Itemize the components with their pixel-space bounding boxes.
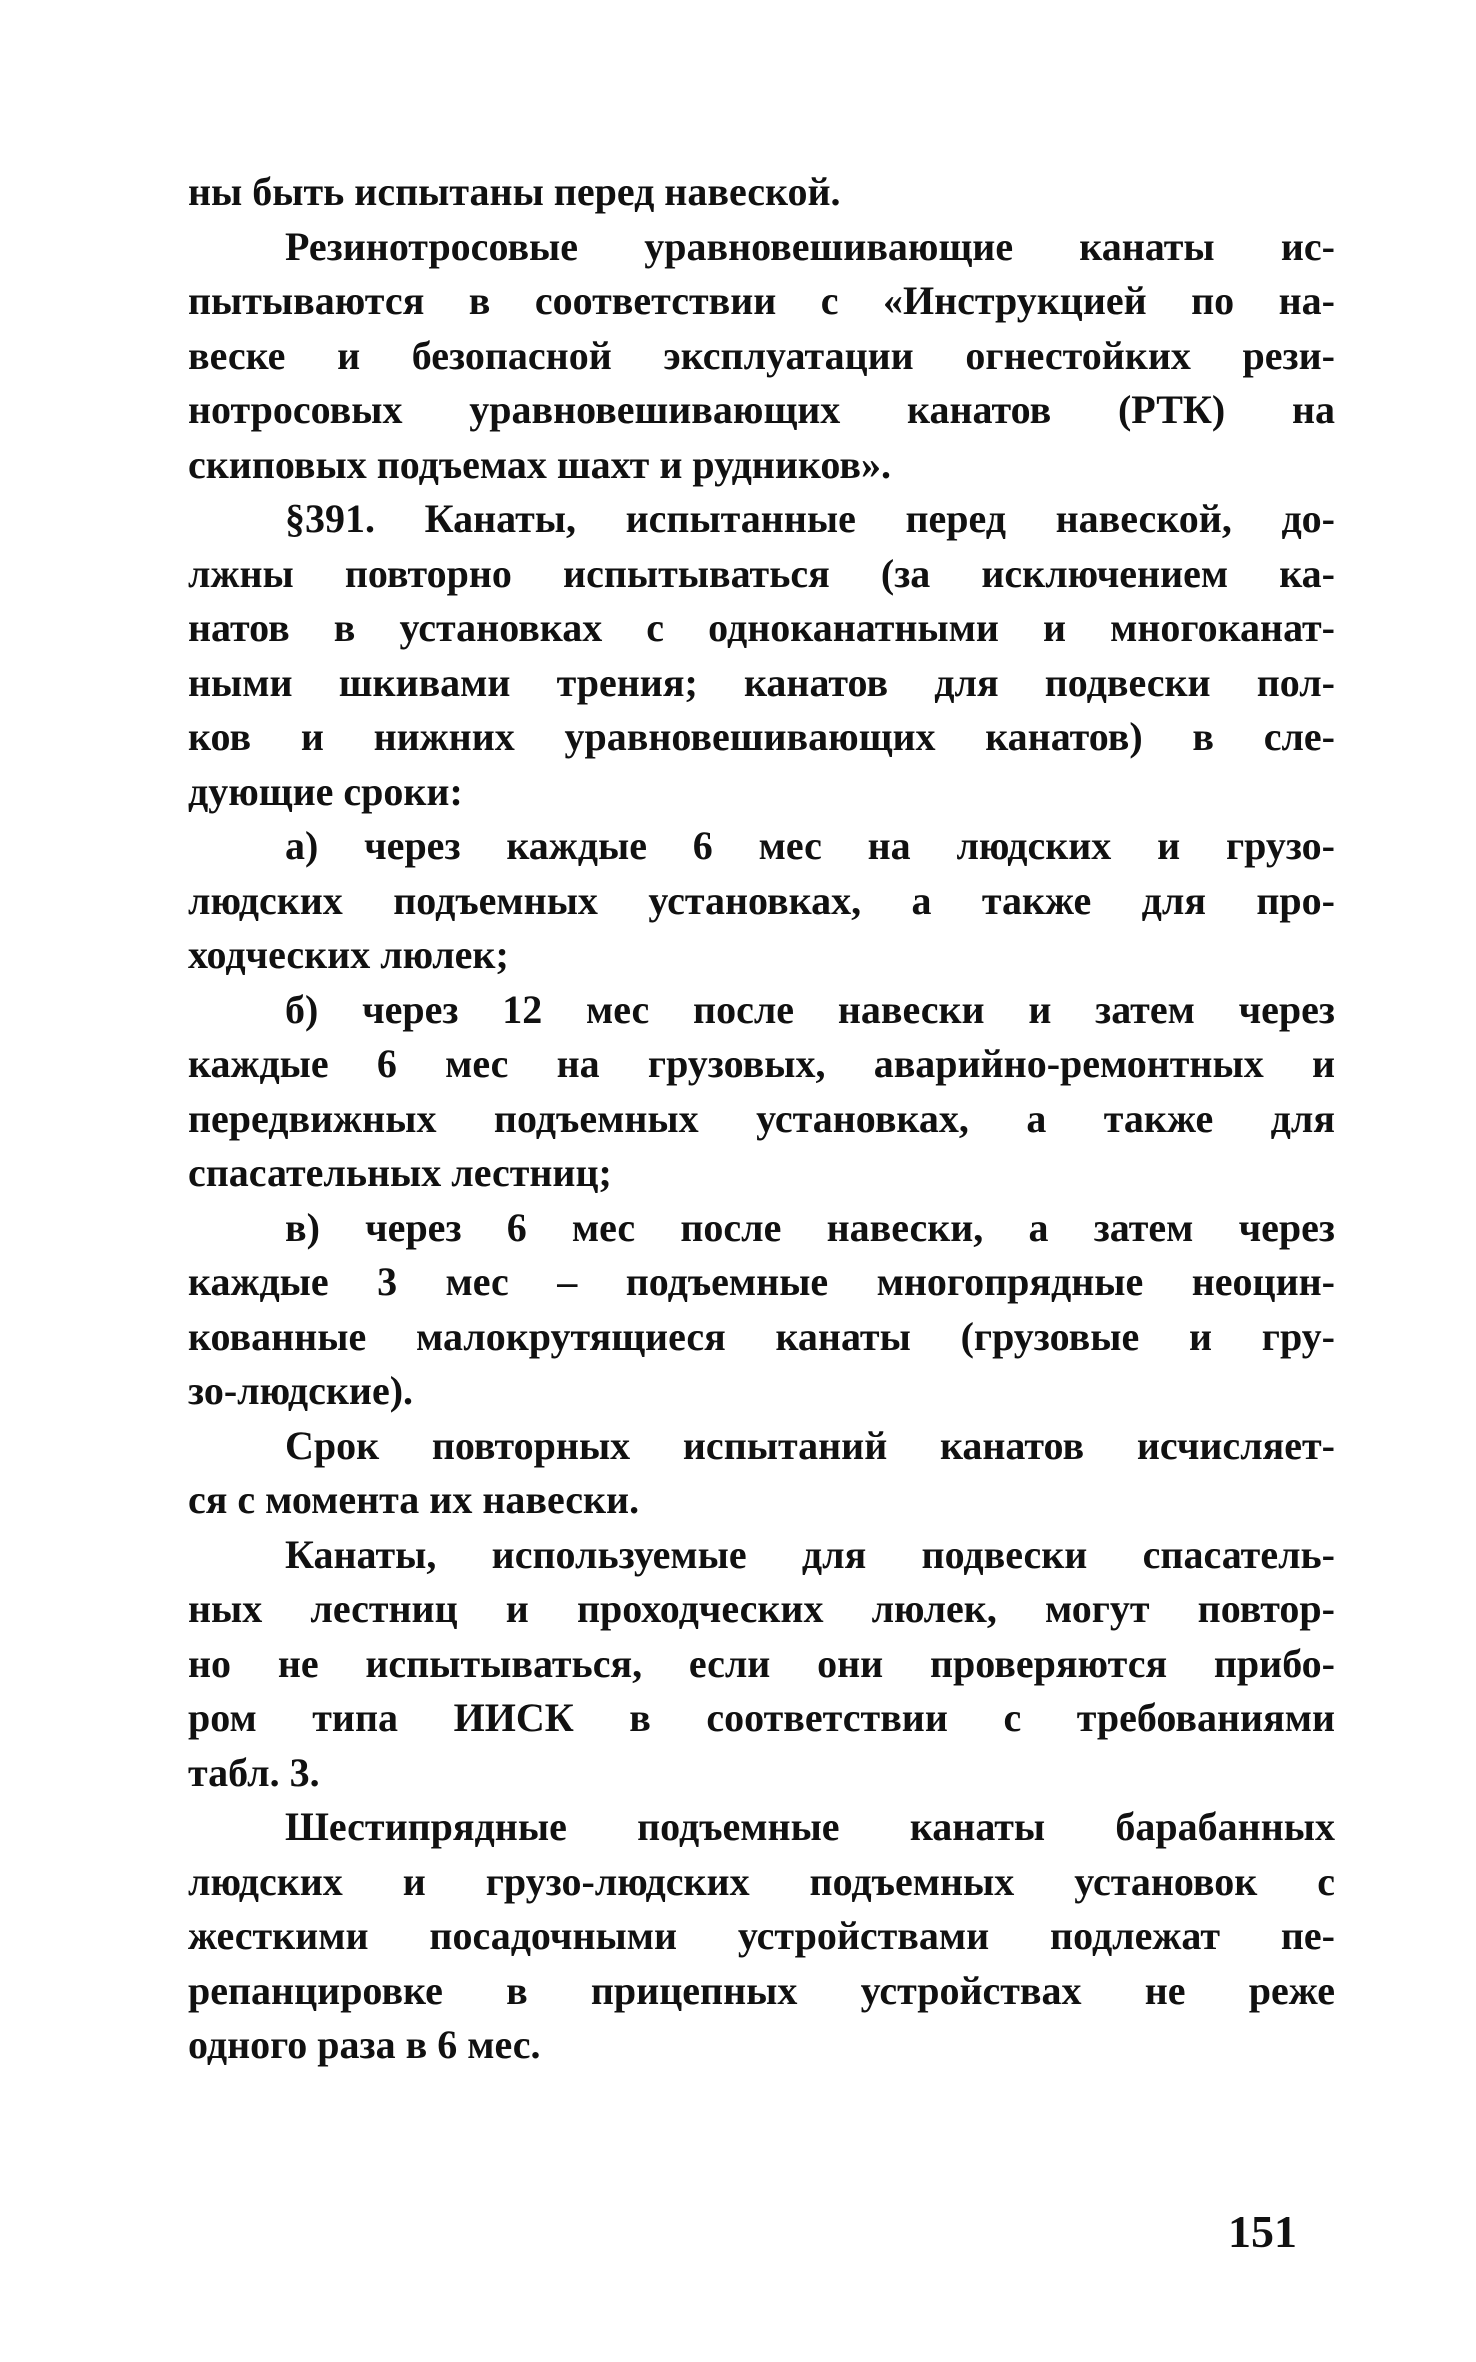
text-line: веске и безопасной эксплуатации огнестойких рези- (188, 332, 1335, 378)
text-line: в) через 6 мес после навески, а затем через (285, 1204, 1335, 1250)
text-line: зо-людские). (188, 1368, 414, 1413)
text-line: а) через каждые 6 мес на людских и грузо- (285, 823, 1335, 868)
text-line: скиповых подъемах шахт и рудников». (188, 441, 892, 487)
text-line: нотросовых уравновешивающих канатов (РТК) на (188, 387, 1335, 432)
paragraph (188, 220, 1335, 493)
paragraph (188, 983, 1335, 1201)
text-line: ром типа ИИСК в соответствии с требованиями (188, 1695, 1335, 1740)
text-line: §391. Канаты, испытанные перед навеской, до- (285, 496, 1335, 541)
page-body-text (188, 165, 1335, 2073)
text-line: репанцировке в прицепных устройствах не реже (188, 1967, 1335, 2013)
text-line: лжны повторно испытываться (за исключением ка- (188, 550, 1335, 596)
paragraph (188, 492, 1335, 819)
text-line: ходческих люлек; (188, 932, 509, 977)
paragraph (188, 819, 1335, 983)
text-line: людских и грузо-людских подъемных установок с (188, 1858, 1335, 1904)
text-line: ных лестниц и проходческих люлек, могут повтор- (188, 1586, 1335, 1631)
text-line: ков и нижних уравновешивающих канатов) в сле- (188, 714, 1335, 759)
text-line: людских подъемных установках, а также для про- (188, 877, 1335, 923)
paragraph (188, 165, 1335, 220)
page-number: 151 (1228, 2206, 1297, 2257)
text-line: жесткими посадочными устройствами подлежат пе- (188, 1913, 1335, 1958)
text-line: табл. 3. (188, 1749, 320, 1795)
paragraph (188, 1800, 1335, 2073)
paragraph (188, 1528, 1335, 1801)
text-line: каждые 3 мес – подъемные многопрядные неоцин- (188, 1259, 1335, 1304)
text-line: спасательных лестниц; (188, 1150, 612, 1195)
text-line: но не испытываться, если они проверяются прибо- (188, 1640, 1335, 1686)
text-line: ся с момента их навески. (188, 1477, 640, 1522)
text-line: Шестипрядные подъемные канаты барабанных (285, 1804, 1335, 1849)
text-line: Срок повторных испытаний канатов исчисляет- (285, 1422, 1335, 1468)
paragraph (188, 1419, 1335, 1528)
text-line: пытываются в соответствии с «Инструкцией по на- (188, 278, 1335, 323)
text-line: дующие сроки: (188, 768, 463, 814)
paragraph (188, 1201, 1335, 1419)
text-line: каждые 6 мес на грузовых, аварийно-ремонтных и (188, 1041, 1335, 1086)
text-line: Канаты, используемые для подвески спасатель- (285, 1531, 1335, 1577)
text-line: одного раза в 6 мес. (188, 2022, 541, 2067)
text-line: б) через 12 мес после навески и затем через (285, 986, 1335, 1032)
text-line: кованные малокрутящиеся канаты (грузовые и гру- (188, 1313, 1335, 1359)
text-line: Резинотросовые уравновешивающие канаты ис- (285, 223, 1335, 269)
text-line: ны быть испытаны перед навеской. (188, 169, 841, 214)
text-line: ными шкивами трения; канатов для подвески пол- (188, 659, 1335, 705)
text-line: натов в установках с одноканатными и многоканат- (188, 605, 1335, 650)
text-line: передвижных подъемных установках, а также для (188, 1095, 1335, 1141)
